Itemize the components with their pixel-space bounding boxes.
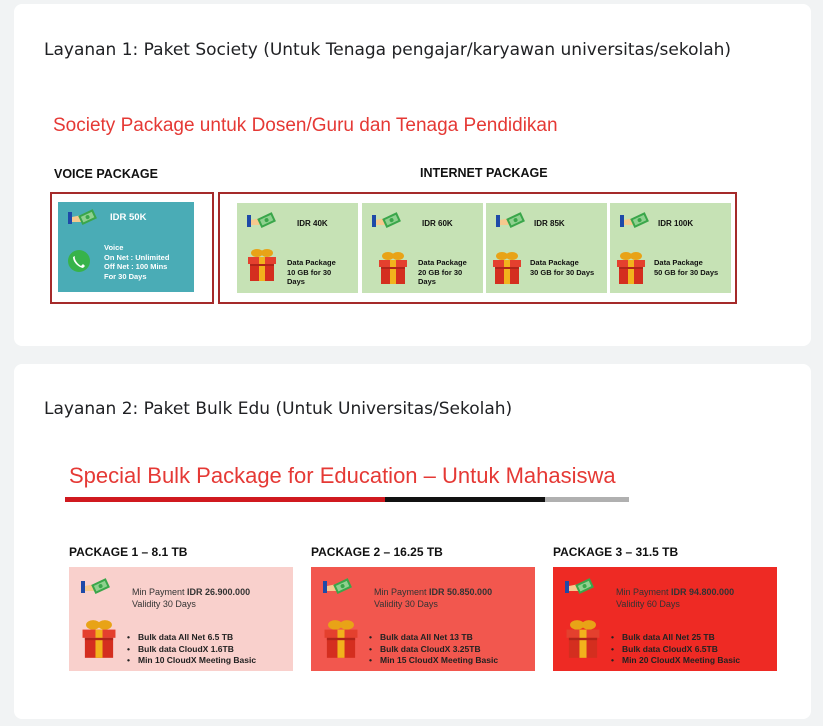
bulk-package-heading: Special Bulk Package for Education – Untuk Mahasiswa [69, 463, 616, 488]
internet-package-label: INTERNET PACKAGE [420, 166, 548, 180]
voice-price: IDR 50K [110, 212, 147, 223]
list-item: • Min 10 CloudX Meeting Basic [127, 655, 256, 667]
package-validity: Validity 60 Days [616, 598, 680, 609]
money-hand-icon [496, 211, 526, 233]
money-hand-icon [323, 577, 353, 599]
payment-amount: IDR 94.800.000 [671, 587, 735, 597]
package-label: PACKAGE 1 – 8.1 TB [69, 545, 188, 559]
payment-amount: IDR 26.900.000 [187, 587, 251, 597]
list-item: • Bulk data All Net 13 TB [369, 632, 498, 644]
list-item: • Bulk data All Net 6.5 TB [127, 632, 256, 644]
payment-prefix: Min Payment [132, 587, 188, 597]
package-label: PACKAGE 3 – 31.5 TB [553, 545, 679, 559]
gift-box-icon [616, 251, 646, 285]
voice-desc: Voice On Net : Unlimited Off Net : 100 Mins For 30 Days [104, 243, 170, 281]
layanan-1-title: Layanan 1: Paket Society (Untuk Tenaga pengajar/karyawan universitas/sekolah) [44, 40, 732, 60]
payment-prefix: Min Payment [374, 587, 430, 597]
voice-tile [58, 202, 194, 292]
package-payment [374, 587, 492, 610]
internet-price: IDR 85K [534, 219, 565, 228]
list-item: • Bulk data CloudX 1.6TB [127, 644, 256, 656]
package-items [369, 632, 498, 667]
gift-box-icon [247, 248, 277, 282]
internet-tile [610, 203, 731, 293]
package-validity: Validity 30 Days [374, 598, 438, 609]
heading-underline-gray [545, 497, 629, 502]
internet-tile [237, 203, 358, 293]
package-box [311, 567, 535, 671]
gift-box-icon [565, 619, 601, 659]
bulk-edu-card [14, 364, 811, 719]
package-items [611, 632, 740, 667]
list-item: • Bulk data CloudX 3.25TB [369, 644, 498, 656]
money-hand-icon [247, 211, 277, 233]
internet-tile [486, 203, 607, 293]
gift-box-icon [378, 251, 408, 285]
list-item: • Min 20 CloudX Meeting Basic [611, 655, 740, 667]
internet-desc: Data Package 20 GB for 30 Days [418, 258, 467, 286]
phone-icon [68, 250, 90, 272]
package-label: PACKAGE 2 – 16.25 TB [311, 545, 443, 559]
package-box [69, 567, 293, 671]
society-package-heading: Society Package untuk Dosen/Guru dan Tenaga Pendidikan [53, 115, 558, 136]
list-item: • Bulk data All Net 25 TB [611, 632, 740, 644]
package-payment [616, 587, 734, 610]
layanan-2-title: Layanan 2: Paket Bulk Edu (Untuk Universitas/Sekolah) [44, 399, 513, 419]
heading-underline-black [385, 497, 545, 502]
money-hand-icon [620, 211, 650, 233]
money-hand-icon [565, 577, 595, 599]
internet-price: IDR 100K [658, 219, 694, 228]
package-payment [132, 587, 250, 610]
package-box [553, 567, 777, 671]
gift-box-icon [81, 619, 117, 659]
internet-desc: Data Package 10 GB for 30 Days [287, 258, 336, 286]
internet-price: IDR 40K [297, 219, 328, 228]
voice-package-label: VOICE PACKAGE [54, 167, 158, 181]
package-items [127, 632, 256, 667]
internet-desc: Data Package 30 GB for 30 Days [530, 258, 595, 277]
payment-amount: IDR 50.850.000 [429, 587, 493, 597]
gift-box-icon [323, 619, 359, 659]
heading-underline-red [65, 497, 385, 502]
list-item: • Min 15 CloudX Meeting Basic [369, 655, 498, 667]
package-validity: Validity 30 Days [132, 598, 196, 609]
money-hand-icon [372, 211, 402, 233]
money-hand-icon [81, 577, 111, 599]
list-item: • Bulk data CloudX 6.5TB [611, 644, 740, 656]
internet-price: IDR 60K [422, 219, 453, 228]
payment-prefix: Min Payment [616, 587, 672, 597]
money-hand-icon [68, 208, 98, 230]
gift-box-icon [492, 251, 522, 285]
internet-desc: Data Package 50 GB for 30 Days [654, 258, 719, 277]
society-card [14, 4, 811, 346]
internet-tile [362, 203, 483, 293]
